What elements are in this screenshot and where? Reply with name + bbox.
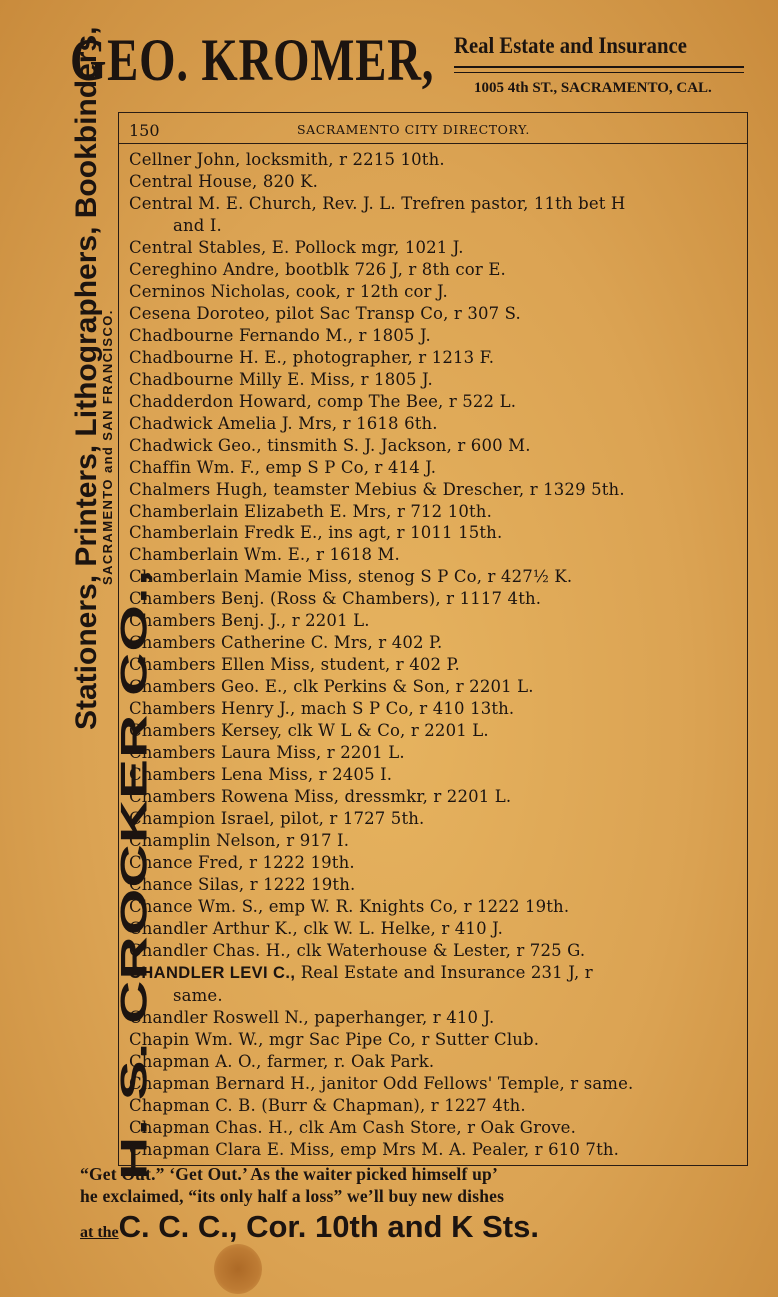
ad-line-3 xyxy=(80,1207,760,1253)
entry-text: Central M. E. Church, Rev. J. L. Trefren pastor, 11th bet H xyxy=(129,193,626,213)
entry-text: Chambers Benj. J., r 2201 L. xyxy=(129,611,370,631)
entry-text: Chapman Clara E. Miss, emp Mrs M. A. Pealer, r 610 7th. xyxy=(129,1139,620,1159)
kromer-address: 1005 4th ST., SACRAMENTO, CAL. xyxy=(474,80,712,96)
directory-entry xyxy=(129,501,741,523)
entry-text: Chadbourne Milly E. Miss, r 1805 J. xyxy=(129,369,433,389)
crocker-cities: SACRAMENTO and SAN FRANCISCO. xyxy=(100,309,115,585)
entry-text: Cesena Doroteo, pilot Sac Transp Co, r 307 S. xyxy=(129,303,521,323)
directory-entry xyxy=(129,1117,741,1139)
entry-text: Chance Fred, r 1222 19th. xyxy=(129,853,355,872)
entry-text: Chandler Roswell N., paperhanger, r 410 J. xyxy=(129,1007,495,1027)
entry-text: Chapman Chas. H., clk Am Cash Store, r Oak Grove. xyxy=(129,1117,576,1137)
entry-text: Cerninos Nicholas, cook, r 12th cor J. xyxy=(129,281,448,301)
directory-entry xyxy=(129,457,741,479)
directory-entries xyxy=(129,149,741,1161)
ccc-advertisement xyxy=(80,1163,760,1253)
kromer-rule xyxy=(454,72,744,73)
directory-entry xyxy=(129,237,741,259)
entry-text: Chadwick Geo., tinsmith S. J. Jackson, r 600 M. xyxy=(129,435,531,455)
ad-at-the: at the xyxy=(80,1224,119,1241)
crocker-trades: Stationers, Printers, Lithographers, Bookbinders, xyxy=(70,26,103,730)
directory-entry xyxy=(129,632,741,654)
entry-text: Chambers Catherine C. Mrs, r 402 P. xyxy=(129,633,443,653)
directory-entry xyxy=(129,1139,741,1161)
directory-entry xyxy=(129,610,741,632)
directory-entry xyxy=(129,171,741,193)
entry-text: Chance Silas, r 1222 19th. xyxy=(129,874,356,894)
directory-entry xyxy=(129,1095,741,1117)
directory-entry xyxy=(129,149,741,171)
entry-text: Champlin Nelson, r 917 I. xyxy=(129,831,350,851)
entry-text: Chapin Wm. W., mgr Sac Pipe Co, r Sutter Club. xyxy=(129,1029,540,1049)
entry-text: Chapman A. O., farmer, r. Oak Park. xyxy=(129,1051,435,1071)
entry-text: Chadbourne Fernando M., r 1805 J. xyxy=(129,325,431,345)
entry-text: Champion Israel, pilot, r 1727 5th. xyxy=(129,809,425,829)
directory-entry xyxy=(129,896,741,918)
directory-entry xyxy=(129,588,741,610)
directory-entry xyxy=(129,193,741,237)
entry-continuation: same. xyxy=(173,985,223,1005)
directory-entry xyxy=(129,676,741,698)
entry-text: Chapman Bernard H., janitor Odd Fellows' Temple, r same. xyxy=(129,1073,634,1093)
directory-entry xyxy=(129,1073,741,1095)
entry-name-bold: CHANDLER LEVI C., xyxy=(129,963,296,982)
entry-text: Chaffin Wm. F., emp S P Co, r 414 J. xyxy=(129,457,437,477)
directory-entry xyxy=(129,303,741,325)
entry-text: Chamberlain Wm. E., r 1618 M. xyxy=(129,545,400,565)
directory-entry xyxy=(129,435,741,457)
page-header xyxy=(119,113,747,144)
entry-text: Chambers Benj. (Ross & Chambers), r 1117 4th. xyxy=(129,589,542,609)
entry-text: Chambers Ellen Miss, student, r 402 P. xyxy=(129,655,460,675)
entry-text: Chambers Rowena Miss, dressmkr, r 2201 L. xyxy=(129,787,512,807)
page-number: 150 xyxy=(129,121,160,140)
entry-text: Central Stables, E. Pollock mgr, 1021 J. xyxy=(129,237,464,257)
directory-entry xyxy=(129,918,741,940)
entry-text: Chandler Chas. H., clk Waterhouse & Lester, r 725 G. xyxy=(129,940,586,960)
directory-entry xyxy=(129,369,741,391)
entry-text: Real Estate and Insurance 231 J, r xyxy=(295,962,593,982)
directory-entry xyxy=(129,962,741,1007)
directory-entry xyxy=(129,764,741,786)
directory-entry xyxy=(129,281,741,303)
directory-entry xyxy=(129,391,741,413)
ad-ccc-address: C. C. C., Cor. 10th and K Sts. xyxy=(118,1209,539,1244)
kromer-rule xyxy=(454,66,744,68)
entry-text: Chandler Arthur K., clk W. L. Helke, r 410 J. xyxy=(129,918,503,938)
entry-text: Chambers Kersey, clk W L & Co, r 2201 L. xyxy=(129,721,489,741)
directory-entry xyxy=(129,1029,741,1051)
entry-continuation: and I. xyxy=(173,215,222,235)
directory-entry xyxy=(129,522,741,544)
kromer-advertisement xyxy=(70,27,750,110)
kromer-name: GEO. KROMER, xyxy=(70,27,435,93)
entry-text: Chambers Lena Miss, r 2405 I. xyxy=(129,765,393,785)
directory-entry xyxy=(129,479,741,501)
directory-entry xyxy=(129,852,741,874)
entry-text: Central House, 820 K. xyxy=(129,171,319,191)
entry-text: Chalmers Hugh, teamster Mebius & Drescher, r 1329 5th. xyxy=(129,479,625,499)
directory-entry xyxy=(129,720,741,742)
entry-text: Chambers Henry J., mach S P Co, r 410 13th. xyxy=(129,699,515,719)
directory-entry xyxy=(129,742,741,764)
directory-entry xyxy=(129,698,741,720)
entry-text: Chadwick Amelia J. Mrs, r 1618 6th. xyxy=(129,413,438,433)
directory-entry xyxy=(129,874,741,896)
entry-text: Chamberlain Fredk E., ins agt, r 1011 15th. xyxy=(129,523,503,543)
entry-text: Chamberlain Elizabeth E. Mrs, r 712 10th. xyxy=(129,501,492,521)
ad-line-2: he exclaimed, “its only half a loss” we’ll buy new dishes xyxy=(80,1186,505,1206)
entry-text: Cellner John, locksmith, r 2215 10th. xyxy=(129,150,445,169)
directory-entry xyxy=(129,830,741,852)
kromer-tagline: Real Estate and Insurance xyxy=(454,33,687,58)
directory-entry xyxy=(129,654,741,676)
directory-entry xyxy=(129,347,741,369)
page-title: SACRAMENTO CITY DIRECTORY. xyxy=(297,122,530,137)
entry-text: Chapman C. B. (Burr & Chapman), r 1227 4th. xyxy=(129,1095,526,1115)
entry-text: Chance Wm. S., emp W. R. Knights Co, r 1222 19th. xyxy=(129,896,570,916)
directory-entry xyxy=(129,940,741,962)
directory-entry xyxy=(129,786,741,808)
entry-text: Cereghino Andre, bootblk 726 J, r 8th cor E. xyxy=(129,259,506,279)
directory-entry xyxy=(129,325,741,347)
ad-line-1: “Get Out.” ‘Get Out.’ As the waiter picked himself up’ xyxy=(80,1164,498,1184)
crocker-company-text: H. S. CROCKER CO., xyxy=(112,568,155,1180)
directory-entry xyxy=(129,808,741,830)
entry-text: Chamberlain Mamie Miss, stenog S P Co, r 427½ K. xyxy=(129,567,573,587)
directory-entry xyxy=(129,544,741,566)
directory-entry xyxy=(129,1051,741,1073)
paper-stain xyxy=(214,1244,262,1294)
entry-text: Chadbourne H. E., photographer, r 1213 F. xyxy=(129,347,495,367)
directory-entry xyxy=(129,1007,741,1029)
entry-text: Chambers Laura Miss, r 2201 L. xyxy=(129,743,405,763)
directory-entry xyxy=(129,413,741,435)
entry-text: Chambers Geo. E., clk Perkins & Son, r 2201 L. xyxy=(129,677,534,697)
directory-entry xyxy=(129,566,741,588)
directory-entry xyxy=(129,259,741,281)
directory-frame xyxy=(118,112,748,1166)
entry-text: Chadderdon Howard, comp The Bee, r 522 L. xyxy=(129,391,517,411)
